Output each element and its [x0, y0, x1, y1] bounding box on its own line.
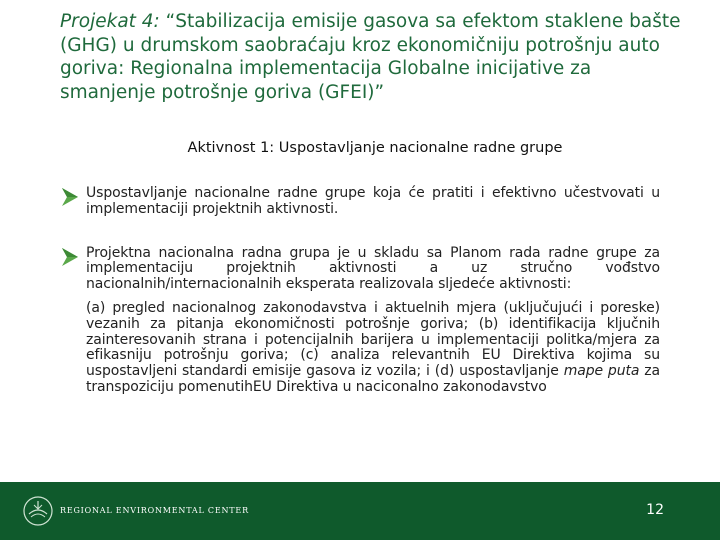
detail-text-after: za transpoziciju pomenutihEU Direktiva u naciconalno zakonodavstvo	[86, 363, 661, 395]
page-number: 12	[646, 502, 664, 518]
activity-subtitle-text: Aktivnost 1: Uspostavljanje nacionalne radne grupe	[187, 140, 563, 156]
arrow-bullet-icon	[60, 187, 80, 207]
bullet-detail-2	[86, 301, 660, 396]
project-label: Projekat 4:	[60, 11, 160, 32]
activity-subtitle	[0, 140, 720, 156]
bullet-item-1	[60, 186, 660, 218]
rec-logo-icon	[22, 495, 54, 527]
organization-name: REGIONAL ENVIRONMENTAL CENTER	[60, 506, 249, 515]
project-title-text: “Stabilizacija emisije gasova sa efektom staklene bašte (GHG) u drumskom saobraćaju kroz ekonomičniju potrošnju auto goriva: Regionalna implementacija Globalne inicijative za smanjenje potrošnje goriva (GFEI)”	[60, 11, 681, 103]
slide-title	[60, 10, 690, 104]
arrow-bullet-icon	[60, 247, 80, 267]
bullet-list	[60, 186, 660, 424]
bullet-text-1: Uspostavljanje nacionalne radne grupe koja će pratiti i efektivno učestvovati u implementaciji projektnih aktivnosti.	[86, 185, 660, 217]
detail-text-emphasis: mape puta	[563, 363, 640, 380]
bullet-text-2: Projektna nacionalna radna grupa je u skladu sa Planom rada radne grupe za implementaciju projektnih aktivnosti a uz stručno vođstvo nacionalnih/internacionalnih eksperata realizovala sljedeće aktivnosti:	[86, 244, 660, 293]
footer-bar	[0, 482, 720, 540]
detail-text-before: (a) pregled nacionalnog zakonodavstva i aktuelnih mjera (uključujući i poreske) vezanih za pitanja ekonomičnosti potrošnje goriva; (b) identifikacija ključnih zainteresovanih strana i potencijalnih barijera u implementaciji politka/mjera za efikasniju potrošnju goriva; (c) analiza relevantnih EU Direktiva kojima su uspostavljeni standardi emisije gasova iz vozila; i (d) uspostavljanje	[86, 299, 660, 380]
bullet-item-2	[60, 246, 660, 396]
